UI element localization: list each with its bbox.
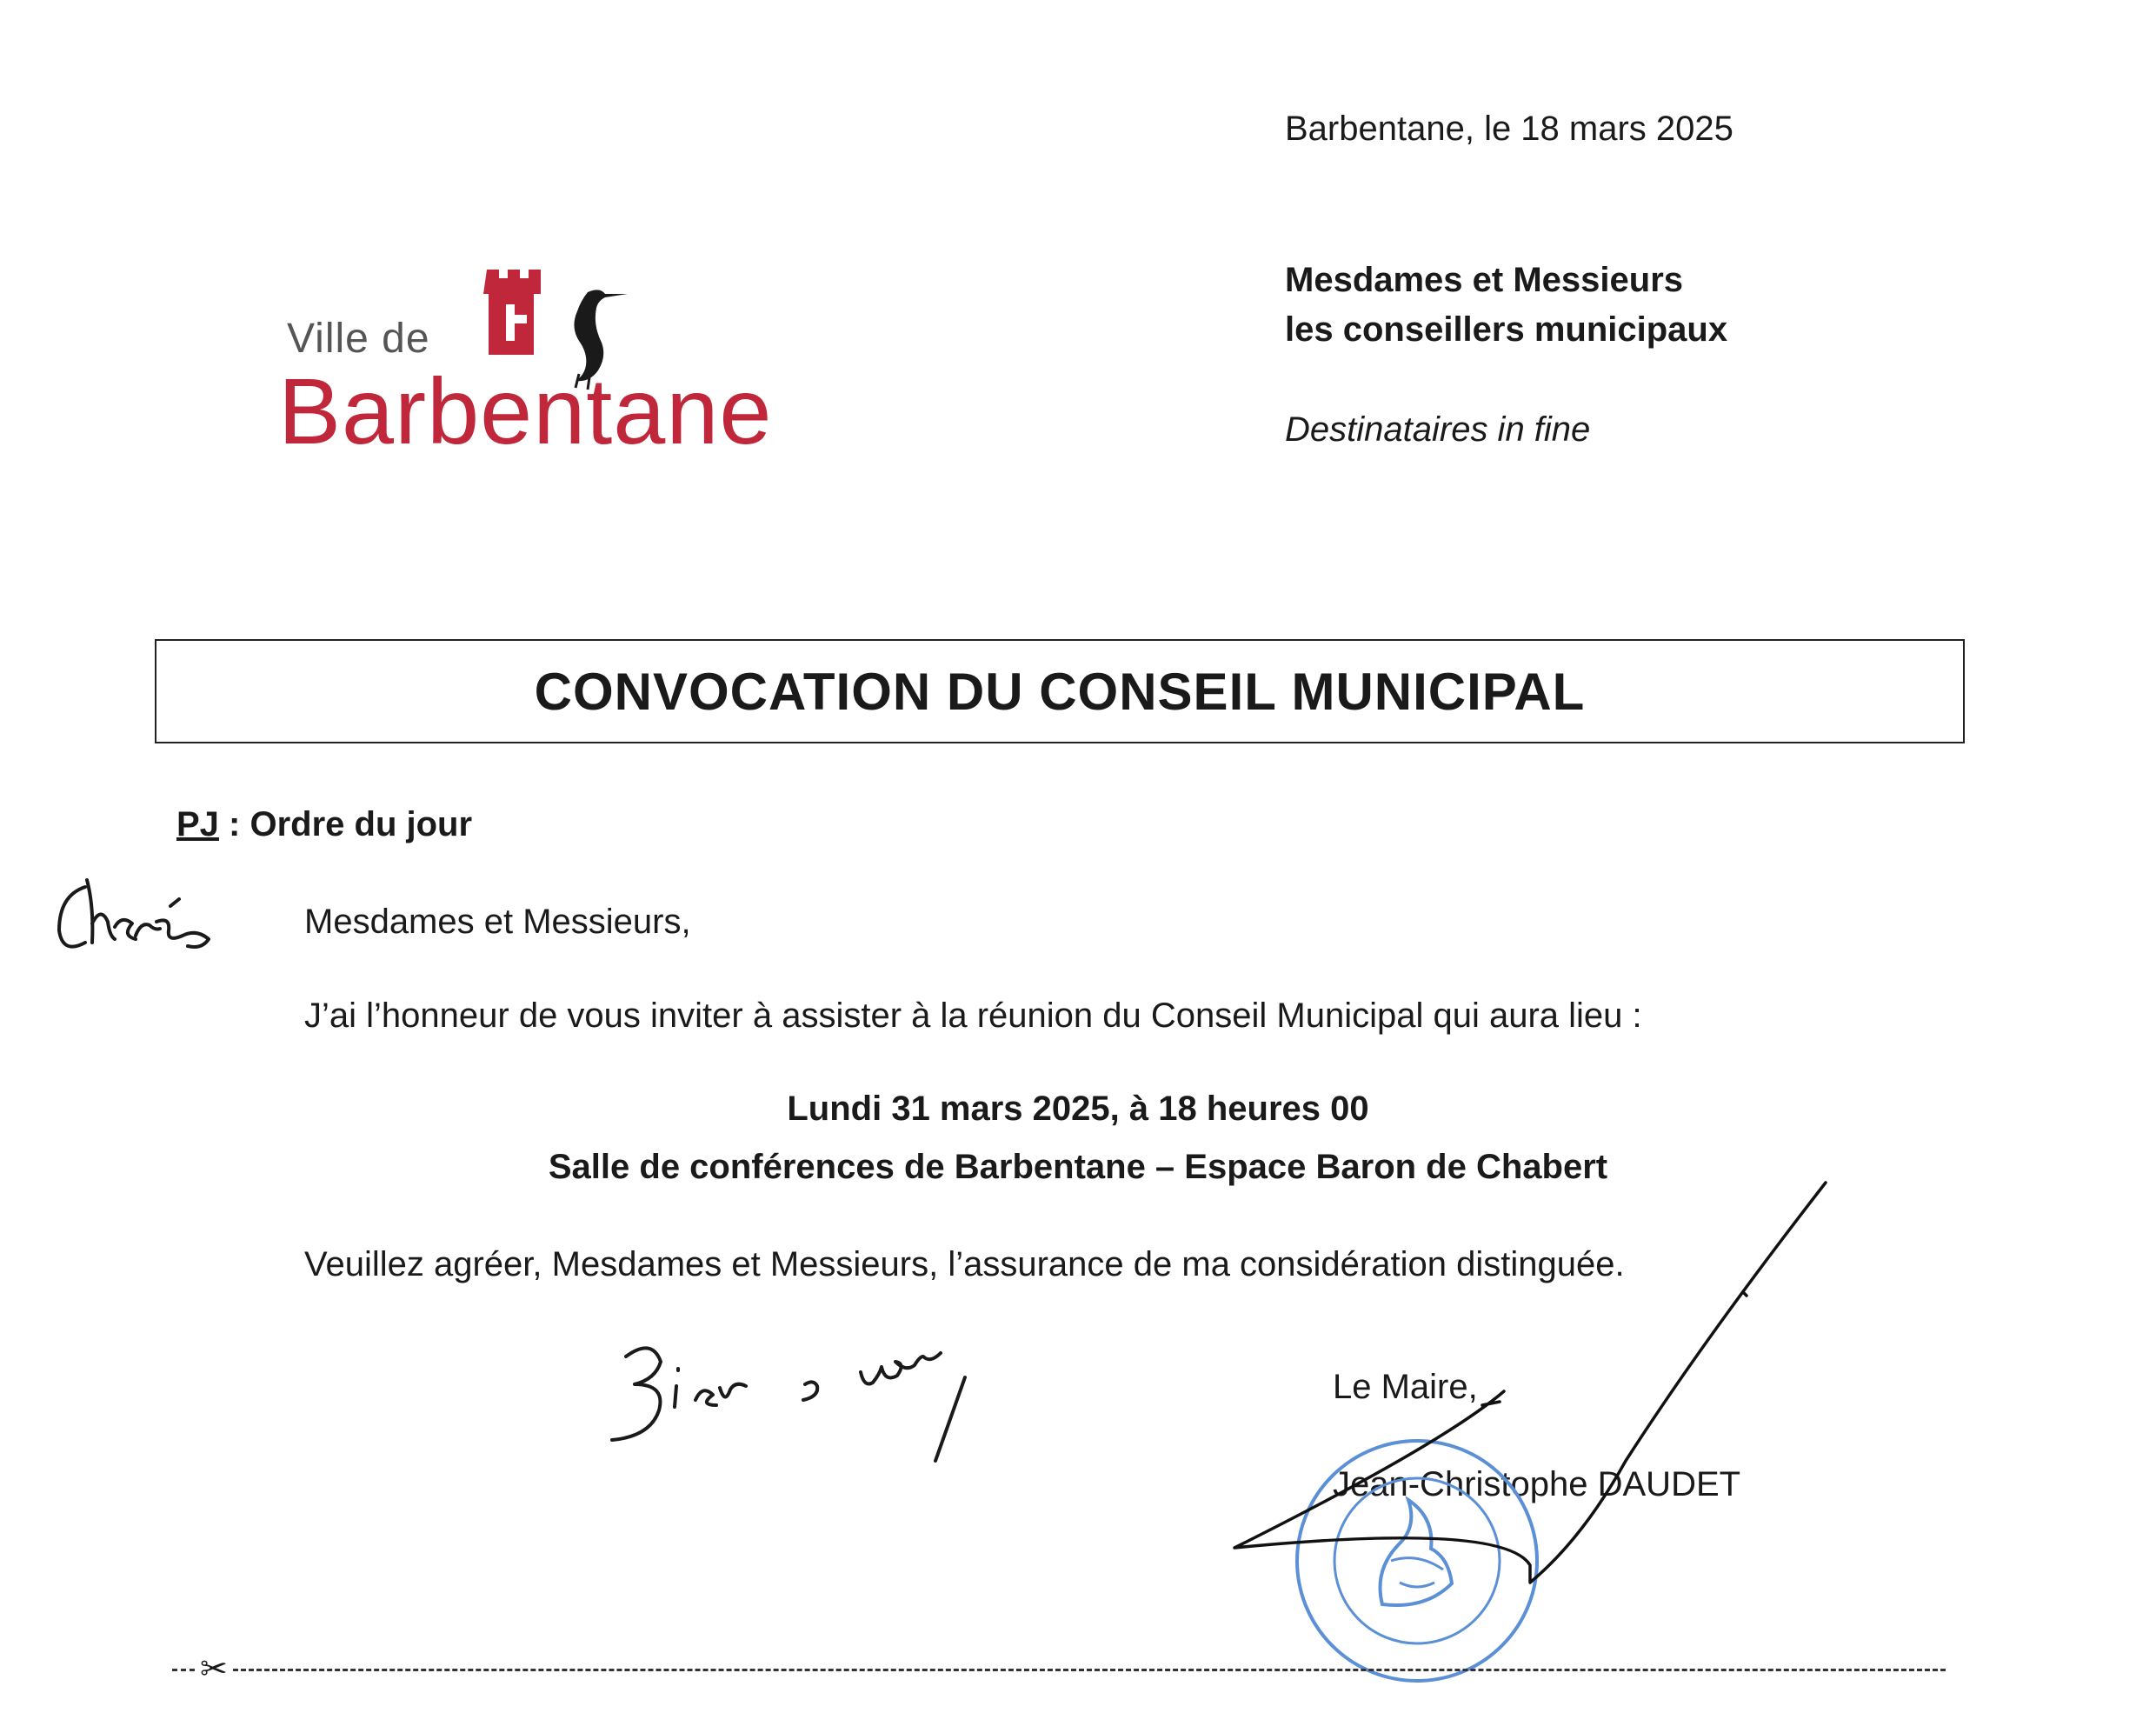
invitation-text: J’ai l’honneur de vous inviter à assister à la réunion du Conseil Municipal qui aura lieu : <box>304 996 1642 1035</box>
recipient-note: Destinataires in fine <box>1285 410 1591 449</box>
closing-formula: Veuillez agréer, Mesdames et Messieurs, l’assurance de ma considération distinguée. <box>304 1245 1625 1283</box>
attachment-prefix: PJ <box>176 805 219 843</box>
title-box <box>155 639 1965 743</box>
recipient-line-1: Mesdames et Messieurs <box>1285 261 1684 299</box>
mayor-signature <box>1217 1174 1878 1609</box>
cut-line-dashes <box>233 1669 1946 1671</box>
meeting-date: Lundi 31 mars 2025, à 18 heures 00 <box>787 1090 1369 1128</box>
handwritten-closing-note <box>582 1330 1052 1487</box>
salutation: Mesdames et Messieurs, <box>304 903 691 941</box>
document-title: CONVOCATION DU CONSEIL MUNICIPAL <box>534 662 1586 721</box>
signatory-title: Le Maire, <box>1333 1368 1478 1406</box>
logo-big-text: Barbentane <box>278 358 773 463</box>
cut-line-lead <box>172 1669 195 1671</box>
attachment-line <box>176 803 472 845</box>
letter-date: Barbentane, le 18 mars 2025 <box>1285 110 1733 148</box>
town-logo <box>278 261 817 461</box>
handwritten-margin-note <box>52 870 261 965</box>
attachment-text: : Ordre du jour <box>218 805 473 843</box>
recipient-line-2: les conseillers municipaux <box>1285 310 1728 349</box>
logo-small-text: Ville de <box>287 316 430 362</box>
scissors-icon: ✂ <box>200 1651 228 1688</box>
meeting-place: Salle de conférences de Barbentane – Espace Baron de Chabert <box>548 1148 1608 1186</box>
heron-icon <box>553 287 631 391</box>
signatory-name: Jean-Christophe DAUDET <box>1333 1465 1741 1503</box>
cut-line <box>172 1651 1946 1688</box>
